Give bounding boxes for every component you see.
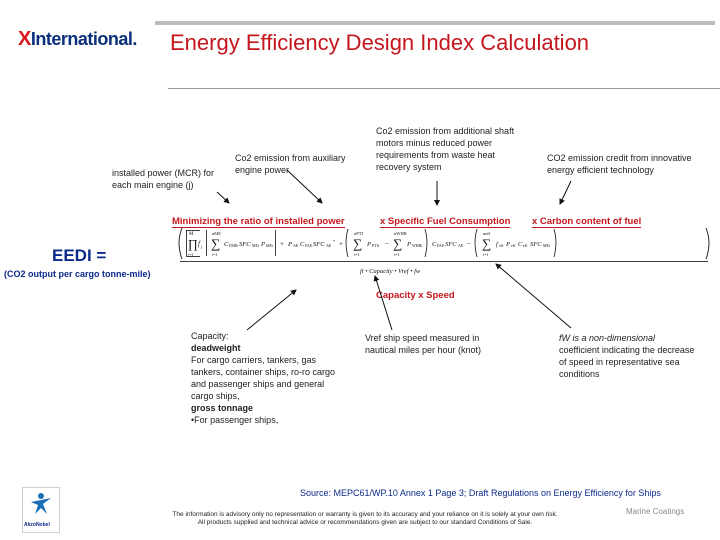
svg-text:i=1: i=1 <box>212 252 218 257</box>
note-energy-credit: CO2 emission credit from innovative energy efficient technology <box>547 153 692 175</box>
svg-text:eff: eff <box>511 243 516 248</box>
formula-denominator: fi • Capacity • Vref • fw <box>360 268 421 275</box>
svg-text:f: f <box>496 241 498 248</box>
note-aux-engine: Co2 emission from auxiliary engine power <box>235 153 346 175</box>
eedi-label: EEDI = <box>52 246 107 265</box>
logo-x-mark: X <box>18 28 31 50</box>
fw-italic: fW is a non-dimensional <box>559 333 656 343</box>
svg-text:−: − <box>385 240 389 248</box>
svg-text:∑: ∑ <box>482 236 492 251</box>
svg-text:+: + <box>339 240 343 248</box>
svg-text:C: C <box>518 241 523 248</box>
svg-text:MEi: MEi <box>543 243 551 248</box>
svg-text:*: * <box>333 239 335 244</box>
disclaimer <box>150 511 580 527</box>
svg-text:i=1: i=1 <box>394 252 400 257</box>
svg-text:nWHR: nWHR <box>394 231 407 236</box>
note-installed-power: installed power (MCR) for each main engine (j) <box>112 168 215 190</box>
svg-text:WHRi: WHRi <box>412 243 423 248</box>
svg-text:eff: eff <box>499 243 504 248</box>
capacity-deadweight-desc: For cargo carriers, tankers, gas tankers, container ships, ro-ro cargo and passenger ships and general cargo ships, <box>191 355 336 401</box>
svg-text:MEi: MEi <box>252 243 260 248</box>
svg-text:nME: nME <box>212 231 221 236</box>
svg-text:j=1: j=1 <box>188 252 194 257</box>
svg-text:P: P <box>407 241 411 248</box>
capacity-heading: Capacity: <box>191 331 229 341</box>
svg-text:i=1: i=1 <box>483 252 489 257</box>
capacity-gross: gross tonnage <box>191 403 254 413</box>
label-capacity-speed: Capacity x Speed <box>376 290 455 301</box>
svg-text:j: j <box>201 244 203 249</box>
svg-text:P: P <box>261 241 265 248</box>
arrow-capacity <box>247 290 296 330</box>
svg-text:FMEi: FMEi <box>229 243 239 248</box>
svg-text:eff: eff <box>523 243 528 248</box>
arrow-installed-power <box>217 192 229 203</box>
svg-text:C: C <box>432 241 437 248</box>
akzonobel-figure-icon <box>23 488 59 518</box>
logo-wordmark: International. <box>30 29 137 49</box>
source-citation: Source: MEPC61/WP.10 Annex 1 Page 3; Draft Regulations on Energy Efficiency for Ships <box>300 488 661 498</box>
svg-text:SFC: SFC <box>530 241 542 248</box>
svg-text:∑: ∑ <box>211 236 221 251</box>
svg-text:∑: ∑ <box>353 236 363 251</box>
note-shaft-motors: Co2 emission from additional shaft motors minus reduced power requirements from waste heat recovery system <box>376 126 515 172</box>
capacity-deadweight: deadweight <box>191 343 241 353</box>
svg-text:∑: ∑ <box>393 236 403 251</box>
disclaimer-line-2: All products supplied and technical advice or recommendations given are subject to our standard Conditions of Sale. <box>197 519 533 526</box>
svg-text:MEi: MEi <box>266 243 274 248</box>
svg-text:SFC: SFC <box>313 241 325 248</box>
svg-text:+: + <box>280 240 284 248</box>
arrow-vref <box>375 276 392 330</box>
svg-text:P: P <box>367 241 371 248</box>
disclaimer-line-1: The information is advisory only no representation or warranty is given to its accuracy and your reliance on it is solely at your own risk. <box>172 511 558 518</box>
note-vref: Vref ship speed measured in nautical miles per hour (knot) <box>365 333 482 355</box>
label-carbon: x Carbon content of fuel <box>532 216 642 227</box>
fw-rest: coefficient indicating the decrease of speed in representative sea conditions <box>559 345 695 379</box>
svg-text:AE: AE <box>293 243 299 248</box>
svg-text:FAE: FAE <box>437 243 445 248</box>
svg-text:FAE: FAE <box>305 243 313 248</box>
arrow-credit <box>560 181 571 204</box>
svg-text:nPTI: nPTI <box>354 231 363 236</box>
eedi-subtitle: (CO2 output per cargo tonne-mile) <box>4 269 151 279</box>
svg-text:neff: neff <box>483 231 491 236</box>
svg-text:C: C <box>300 241 305 248</box>
page-title: Energy Efficiency Design Index Calculation <box>170 30 590 55</box>
arrow-fw <box>496 264 571 328</box>
svg-text:−: − <box>467 240 471 248</box>
svg-text:∏: ∏ <box>188 237 198 251</box>
svg-text:AE: AE <box>326 243 332 248</box>
svg-text:M: M <box>189 232 194 237</box>
svg-text:SFC: SFC <box>445 241 457 248</box>
svg-text:PTIi: PTIi <box>372 243 380 248</box>
svg-text:P: P <box>506 241 510 248</box>
capacity-gross-desc: •For passenger ships, <box>191 415 279 425</box>
svg-text:i=1: i=1 <box>354 252 360 257</box>
svg-text:AE: AE <box>458 243 464 248</box>
label-min-ratio: Minimizing the ratio of installed power <box>172 216 345 227</box>
svg-text:P: P <box>288 241 292 248</box>
label-sfc: x Specific Fuel Consumption <box>380 216 511 227</box>
svg-text:f: f <box>198 240 200 248</box>
svg-text:SFC: SFC <box>239 241 251 248</box>
marine-coatings-label: Marine Coatings <box>626 507 685 516</box>
arrow-aux-engine <box>287 170 322 203</box>
svg-text:C: C <box>224 241 229 248</box>
akzonobel-wordmark: AkzoNobel <box>24 522 50 528</box>
